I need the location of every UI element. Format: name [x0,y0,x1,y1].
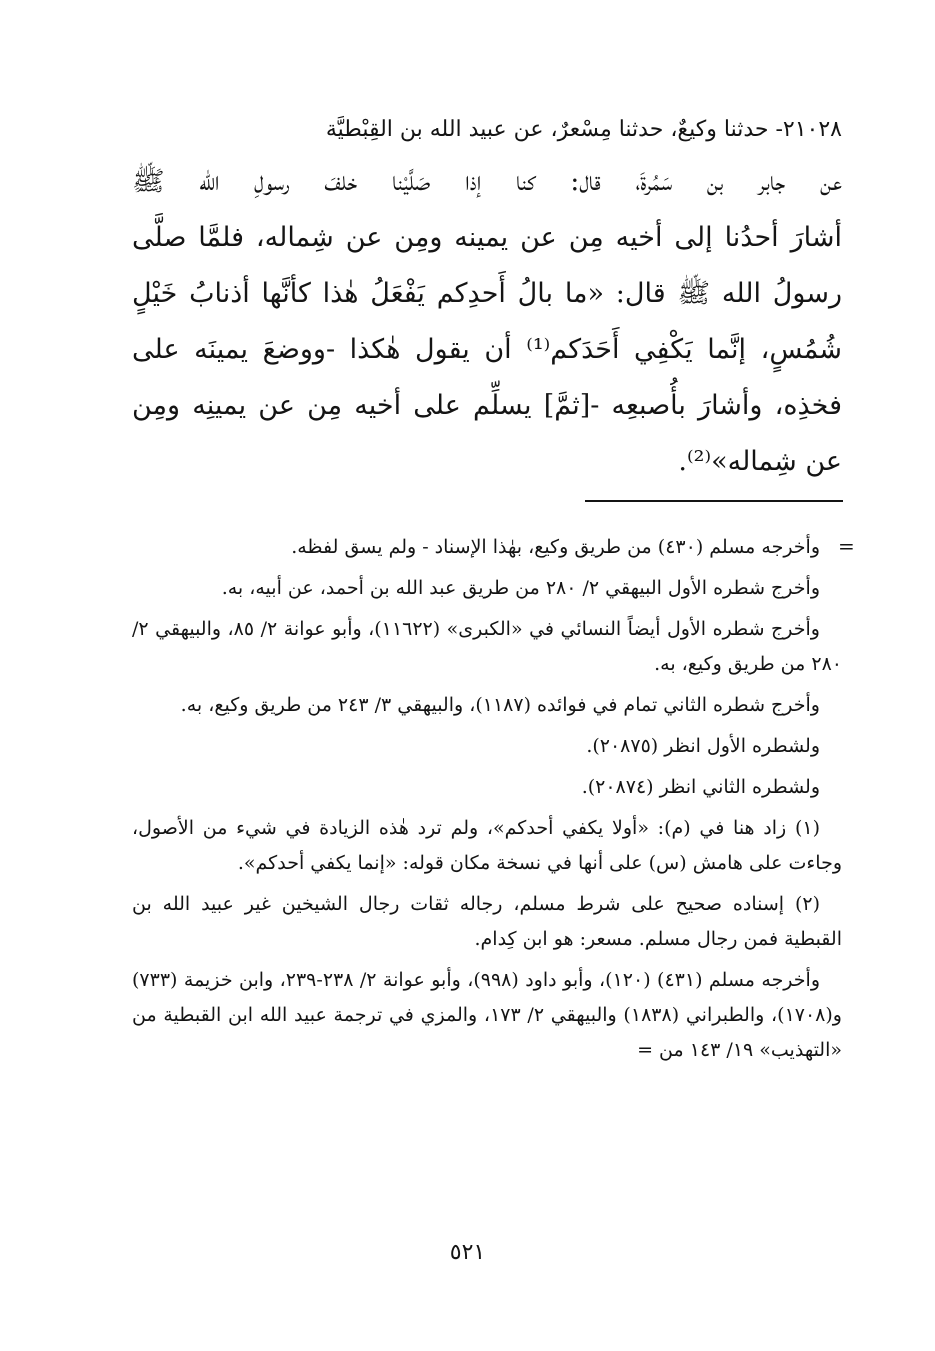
hadith-block [132,112,842,490]
footnote-paragraph: وأخرج شطره الأول البيهقي ٢/ ٢٨٠ من طريق عبد الله بن أحمد، عن أبيه، به. [221,577,820,599]
hadith-text-line: فخذِه، وأشارَ بأُصبعِه -[ثمَّ] يسلِّم على أخيه مِن عن يمينِه ومِن [132,390,842,421]
footnote-2: (٢) إسناده صحيح على شرط مسلم، رجاله ثقات رجال الشيخين غير عبيد الله بن القبطية فمن رجال مسلم. مسعر: هو ابن كِدام. [132,893,842,950]
hadith-text-line: عن شِماله»⁽²⁾. [678,446,842,477]
hadith-header: ٢١٠٢٨- حدثنا وكيعٌ، حدثنا مِسْعرٌ، عن عبيد الله بن القِبْطيَّة [325,117,842,142]
footnote-1: (١) زاد هنا في (م): «أولا يكفي أحدكم»، ولم ترد هٰذه الزيادة في شيء من الأصول، وجاءت على هامش (س) على أنها في نسخة مكان قوله: «إنما يكفي أحدكم». [132,817,842,874]
continuation-marker: = [838,534,855,558]
hadith-text-line: رسولُ الله ﷺ قال: «ما بالُ أَحدِكم يَفْعَلُ هٰذا كأنَّها أذنابُ خَيْلٍ [132,278,842,309]
hadith-text-line: أشارَ أحدُنا إلى أخيه مِن عن يمينه ومِن عن شِماله، فلمَّا صلَّى [132,222,842,253]
footnote-paragraph: ولشطره الثاني انظر (٢٠٨٧٤). [581,776,820,798]
footnote-paragraph: وأخرج شطره الأول أيضاً النسائي في «الكبرى» (١١٦٢٢)، وأبو عوانة ٢/ ٨٥، والبيهقي ٢/ ٢٨٠ من طريق وكيع، به. [132,618,842,675]
footnote-paragraph: وأخرجه مسلم (٤٣٠) من طريق وكيع، بهٰذا الإسناد - ولم يسق لفظه. [291,536,820,558]
footnotes-block [132,530,842,1074]
hadith-text-line: شُمُسٍ، إنَّما يَكْفِي أَحَدَكم⁽¹⁾ أن يقول هٰكذا -ووضعَ يمينَه على [132,334,842,365]
page-number: ٥٢١ [449,1240,486,1265]
footnote-divider [585,500,843,502]
footnote-paragraph: وأخرج شطره الثاني تمام في فوائده (١١٨٧)، والبيهقي ٣/ ٢٤٣ من طريق وكيع، به. [180,694,820,716]
footnote-paragraph: وأخرجه مسلم (٤٣١) (١٢٠)، وأبو داود (٩٩٨)، وأبو عوانة ٢/ ٢٣٨-٢٣٩، وابن خزيمة (٧٣٣) و(١٧٠٨)، والطبراني (١٨٣٨) والبيهقي ٢/ ١٧٣، والمزي في ترجمة عبيد الله ابن القبطية من «التهذيب» ١٩/ ١٤٣ من = [132,969,842,1061]
footnote-paragraph: ولشطره الأول انظر (٢٠٨٧٥). [586,735,820,757]
hadith-text-line: عن جابر بن سَمُرةَ، قال: كنا إذا صَلَّيْنا خلفَ رسولِ الله ﷺ [132,166,842,197]
